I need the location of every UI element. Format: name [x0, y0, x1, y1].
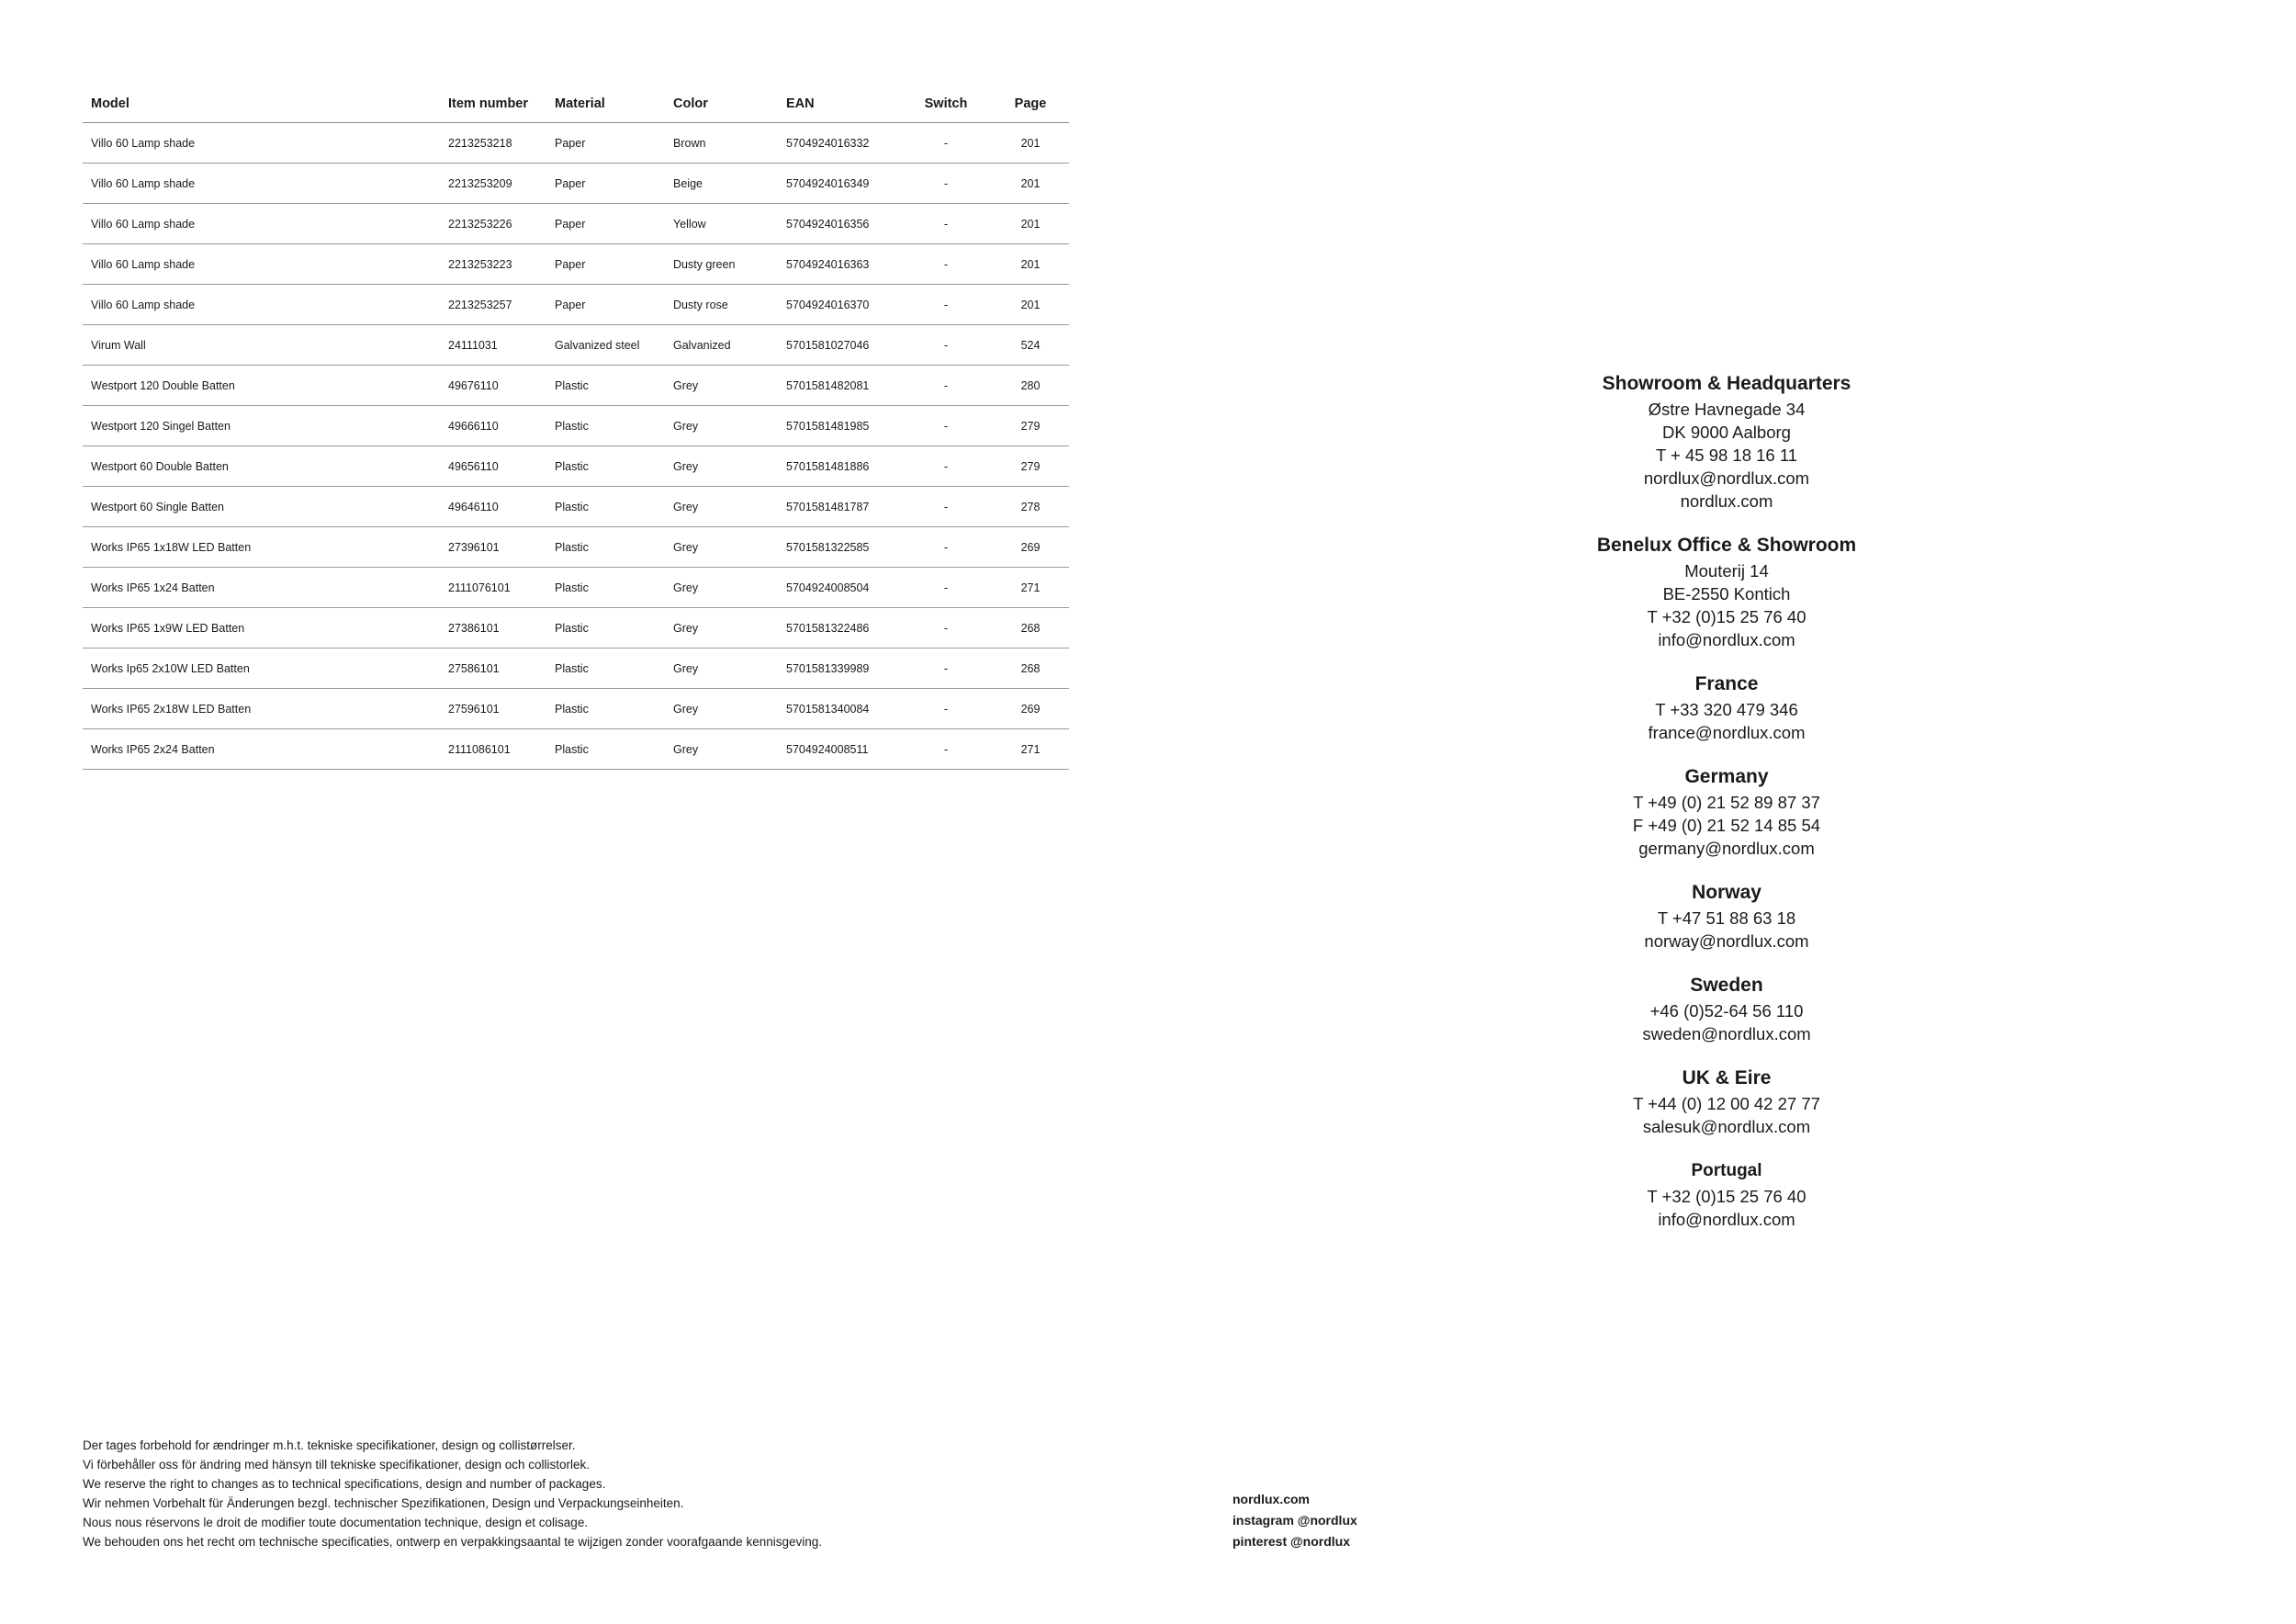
cell-switch: -: [900, 406, 992, 446]
cell-material: Plastic: [546, 446, 665, 487]
cell-model: Villo 60 Lamp shade: [83, 285, 440, 325]
office-block: [1515, 533, 1938, 651]
header-ean: EAN: [778, 85, 900, 123]
table-row: [83, 123, 1069, 164]
cell-ean: 5701581482081: [778, 366, 900, 406]
office-block: [1515, 1066, 1938, 1138]
cell-material: Plastic: [546, 406, 665, 446]
social-link: nordlux.com: [1232, 1492, 1311, 1506]
cell-model: Villo 60 Lamp shade: [83, 204, 440, 244]
cell-ean: 5704924016349: [778, 164, 900, 204]
office-detail: Østre Havnegade 34: [1648, 400, 1806, 419]
header-page: Page: [992, 85, 1069, 123]
cell-switch: -: [900, 568, 992, 608]
office-block: [1515, 371, 1938, 513]
cell-page: 271: [992, 729, 1069, 770]
cell-switch: -: [900, 689, 992, 729]
disclaimer: [83, 1436, 1093, 1551]
cell-model: Villo 60 Lamp shade: [83, 123, 440, 164]
office-block: [1515, 764, 1938, 860]
cell-model: Works Ip65 2x10W LED Batten: [83, 648, 440, 689]
table-row: [83, 325, 1069, 366]
table-row: [83, 608, 1069, 648]
cell-switch: -: [900, 527, 992, 568]
table-header-row: [83, 85, 1069, 123]
cell-item-number: 24111031: [440, 325, 546, 366]
table-row: [83, 689, 1069, 729]
cell-page: 201: [992, 204, 1069, 244]
cell-item-number: 27396101: [440, 527, 546, 568]
office-detail: +46 (0)52-64 56 110: [1649, 1001, 1804, 1021]
cell-color: Brown: [665, 123, 778, 164]
office-title: UK & Eire: [1682, 1067, 1772, 1088]
cell-item-number: 2111076101: [440, 568, 546, 608]
cell-material: Plastic: [546, 487, 665, 527]
cell-item-number: 2111086101: [440, 729, 546, 770]
cell-switch: -: [900, 729, 992, 770]
cell-ean: 5704924016332: [778, 123, 900, 164]
cell-color: Grey: [665, 527, 778, 568]
cell-material: Paper: [546, 244, 665, 285]
cell-switch: -: [900, 648, 992, 689]
cell-model: Works IP65 1x9W LED Batten: [83, 608, 440, 648]
office-detail: germany@nordlux.com: [1638, 839, 1815, 858]
cell-ean: 5701581340084: [778, 689, 900, 729]
cell-color: Beige: [665, 164, 778, 204]
office-detail: T +32 (0)15 25 76 40: [1647, 1187, 1806, 1206]
cell-switch: -: [900, 608, 992, 648]
office-title: Norway: [1692, 882, 1761, 903]
cell-switch: -: [900, 366, 992, 406]
cell-color: Dusty rose: [665, 285, 778, 325]
cell-ean: 5701581322585: [778, 527, 900, 568]
header-model: Model: [83, 85, 440, 123]
office-detail: norway@nordlux.com: [1644, 931, 1809, 951]
cell-ean: 5704924016363: [778, 244, 900, 285]
cell-material: Plastic: [546, 729, 665, 770]
cell-ean: 5704924016356: [778, 204, 900, 244]
office-detail: Mouterij 14: [1684, 561, 1769, 581]
table-row: [83, 285, 1069, 325]
office-detail: salesuk@nordlux.com: [1642, 1117, 1811, 1136]
office-detail: T +47 51 88 63 18: [1657, 908, 1796, 928]
cell-item-number: 49646110: [440, 487, 546, 527]
cell-switch: -: [900, 446, 992, 487]
office-detail: info@nordlux.com: [1658, 630, 1795, 649]
office-title: France: [1694, 673, 1759, 694]
cell-material: Galvanized steel: [546, 325, 665, 366]
cell-ean: 5704924008504: [778, 568, 900, 608]
office-detail: F +49 (0) 21 52 14 85 54: [1632, 816, 1821, 835]
cell-item-number: 27596101: [440, 689, 546, 729]
cell-ean: 5701581339989: [778, 648, 900, 689]
cell-material: Plastic: [546, 568, 665, 608]
cell-switch: -: [900, 123, 992, 164]
office-detail: T + 45 98 18 16 11: [1655, 445, 1798, 465]
cell-ean: 5701581481985: [778, 406, 900, 446]
disclaimer-line: Der tages forbehold for ændringer m.h.t. tekniske specifikationer, design og collistørrelser.: [83, 1438, 576, 1452]
cell-model: Villo 60 Lamp shade: [83, 164, 440, 204]
office-detail: DK 9000 Aalborg: [1662, 423, 1791, 442]
table-row: [83, 244, 1069, 285]
office-title: Portugal: [1691, 1161, 1762, 1180]
office-detail: info@nordlux.com: [1658, 1210, 1795, 1229]
cell-ean: 5701581481886: [778, 446, 900, 487]
cell-item-number: 49656110: [440, 446, 546, 487]
header-color: Color: [665, 85, 778, 123]
cell-model: Works IP65 1x18W LED Batten: [83, 527, 440, 568]
office-title: Sweden: [1690, 975, 1763, 996]
cell-item-number: 2213253226: [440, 204, 546, 244]
cell-switch: -: [900, 244, 992, 285]
cell-page: 280: [992, 366, 1069, 406]
office-title: Benelux Office & Showroom: [1596, 535, 1857, 556]
cell-item-number: 2213253223: [440, 244, 546, 285]
cell-page: 279: [992, 446, 1069, 487]
cell-color: Grey: [665, 608, 778, 648]
cell-item-number: 49676110: [440, 366, 546, 406]
table-row: [83, 164, 1069, 204]
cell-material: Paper: [546, 123, 665, 164]
cell-switch: -: [900, 164, 992, 204]
cell-model: Works IP65 1x24 Batten: [83, 568, 440, 608]
office-detail: nordlux@nordlux.com: [1643, 468, 1810, 488]
cell-material: Paper: [546, 204, 665, 244]
cell-material: Plastic: [546, 648, 665, 689]
header-switch: Switch: [900, 85, 992, 123]
cell-color: Grey: [665, 366, 778, 406]
cell-page: 201: [992, 285, 1069, 325]
table-row: [83, 527, 1069, 568]
cell-page: 201: [992, 164, 1069, 204]
social-link: pinterest @nordlux: [1232, 1534, 1350, 1549]
cell-item-number: 2213253209: [440, 164, 546, 204]
cell-material: Plastic: [546, 527, 665, 568]
table-row: [83, 568, 1069, 608]
table-row: [83, 204, 1069, 244]
cell-color: Galvanized: [665, 325, 778, 366]
cell-switch: -: [900, 285, 992, 325]
office-detail: T +33 320 479 346: [1655, 700, 1798, 719]
cell-color: Grey: [665, 446, 778, 487]
office-detail: sweden@nordlux.com: [1642, 1024, 1811, 1043]
cell-item-number: 27586101: [440, 648, 546, 689]
cell-item-number: 49666110: [440, 406, 546, 446]
cell-page: 268: [992, 608, 1069, 648]
cell-color: Grey: [665, 487, 778, 527]
cell-switch: -: [900, 487, 992, 527]
cell-page: 268: [992, 648, 1069, 689]
office-detail: france@nordlux.com: [1648, 723, 1806, 742]
cell-item-number: 2213253218: [440, 123, 546, 164]
cell-model: Villo 60 Lamp shade: [83, 244, 440, 285]
office-block: [1515, 1158, 1938, 1231]
cell-page: 201: [992, 244, 1069, 285]
cell-model: Westport 120 Double Batten: [83, 366, 440, 406]
cell-switch: -: [900, 204, 992, 244]
cell-switch: -: [900, 325, 992, 366]
cell-ean: 5704924016370: [778, 285, 900, 325]
office-block: [1515, 880, 1938, 953]
social-link: instagram @nordlux: [1232, 1513, 1357, 1528]
cell-item-number: 27386101: [440, 608, 546, 648]
cell-color: Yellow: [665, 204, 778, 244]
cell-material: Plastic: [546, 608, 665, 648]
table-row: [83, 729, 1069, 770]
cell-model: Virum Wall: [83, 325, 440, 366]
cell-page: 201: [992, 123, 1069, 164]
table-row: [83, 366, 1069, 406]
table-row: [83, 406, 1069, 446]
office-detail: T +49 (0) 21 52 89 87 37: [1633, 793, 1820, 812]
cell-color: Grey: [665, 729, 778, 770]
office-detail: BE-2550 Kontich: [1662, 584, 1791, 603]
office-title: Germany: [1684, 766, 1769, 787]
cell-page: 269: [992, 527, 1069, 568]
cell-ean: 5701581481787: [778, 487, 900, 527]
cell-color: Grey: [665, 406, 778, 446]
cell-ean: 5701581027046: [778, 325, 900, 366]
office-title: Showroom & Headquarters: [1602, 373, 1851, 394]
cell-material: Paper: [546, 285, 665, 325]
cell-material: Plastic: [546, 689, 665, 729]
disclaimer-line: Vi förbehåller oss för ändring med hänsyn till tekniske specifikationer, design och collistorlek.: [83, 1458, 591, 1472]
cell-page: 278: [992, 487, 1069, 527]
cell-page: 524: [992, 325, 1069, 366]
cell-color: Grey: [665, 689, 778, 729]
cell-model: Works IP65 2x24 Batten: [83, 729, 440, 770]
office-detail: nordlux.com: [1680, 491, 1773, 511]
cell-color: Grey: [665, 648, 778, 689]
table-row: [83, 446, 1069, 487]
cell-material: Plastic: [546, 366, 665, 406]
cell-page: 269: [992, 689, 1069, 729]
office-block: [1515, 671, 1938, 744]
cell-model: Westport 60 Single Batten: [83, 487, 440, 527]
office-detail: T +32 (0)15 25 76 40: [1647, 607, 1806, 626]
cell-ean: 5704924008511: [778, 729, 900, 770]
cell-model: Works IP65 2x18W LED Batten: [83, 689, 440, 729]
disclaimer-line: We reserve the right to changes as to technical specifications, design and number of packages.: [83, 1477, 606, 1491]
table-row: [83, 487, 1069, 527]
cell-page: 271: [992, 568, 1069, 608]
cell-color: Grey: [665, 568, 778, 608]
contact-offices: [1515, 371, 1938, 1251]
table-body: [83, 123, 1069, 770]
cell-ean: 5701581322486: [778, 608, 900, 648]
social-links: [1232, 1489, 1357, 1552]
disclaimer-line: Nous nous réservons le droit de modifier toute documentation technique, design et colisage.: [83, 1516, 589, 1529]
cell-item-number: 2213253257: [440, 285, 546, 325]
cell-model: Westport 60 Double Batten: [83, 446, 440, 487]
cell-material: Paper: [546, 164, 665, 204]
table-row: [83, 648, 1069, 689]
disclaimer-line: Wir nehmen Vorbehalt für Änderungen bezgl. technischer Spezifikationen, Design und Verpackungseinheiten.: [83, 1496, 684, 1510]
cell-page: 279: [992, 406, 1069, 446]
header-item-number: Item number: [440, 85, 546, 123]
header-material: Material: [546, 85, 665, 123]
product-table: [83, 85, 1069, 770]
office-block: [1515, 973, 1938, 1045]
cell-model: Westport 120 Singel Batten: [83, 406, 440, 446]
cell-color: Dusty green: [665, 244, 778, 285]
disclaimer-line: We behouden ons het recht om technische specificaties, ontwerp en verpakkingsaantal te wijzigen zonder voorafgaande kennisgeving.: [83, 1535, 822, 1549]
office-detail: T +44 (0) 12 00 42 27 77: [1633, 1094, 1820, 1113]
